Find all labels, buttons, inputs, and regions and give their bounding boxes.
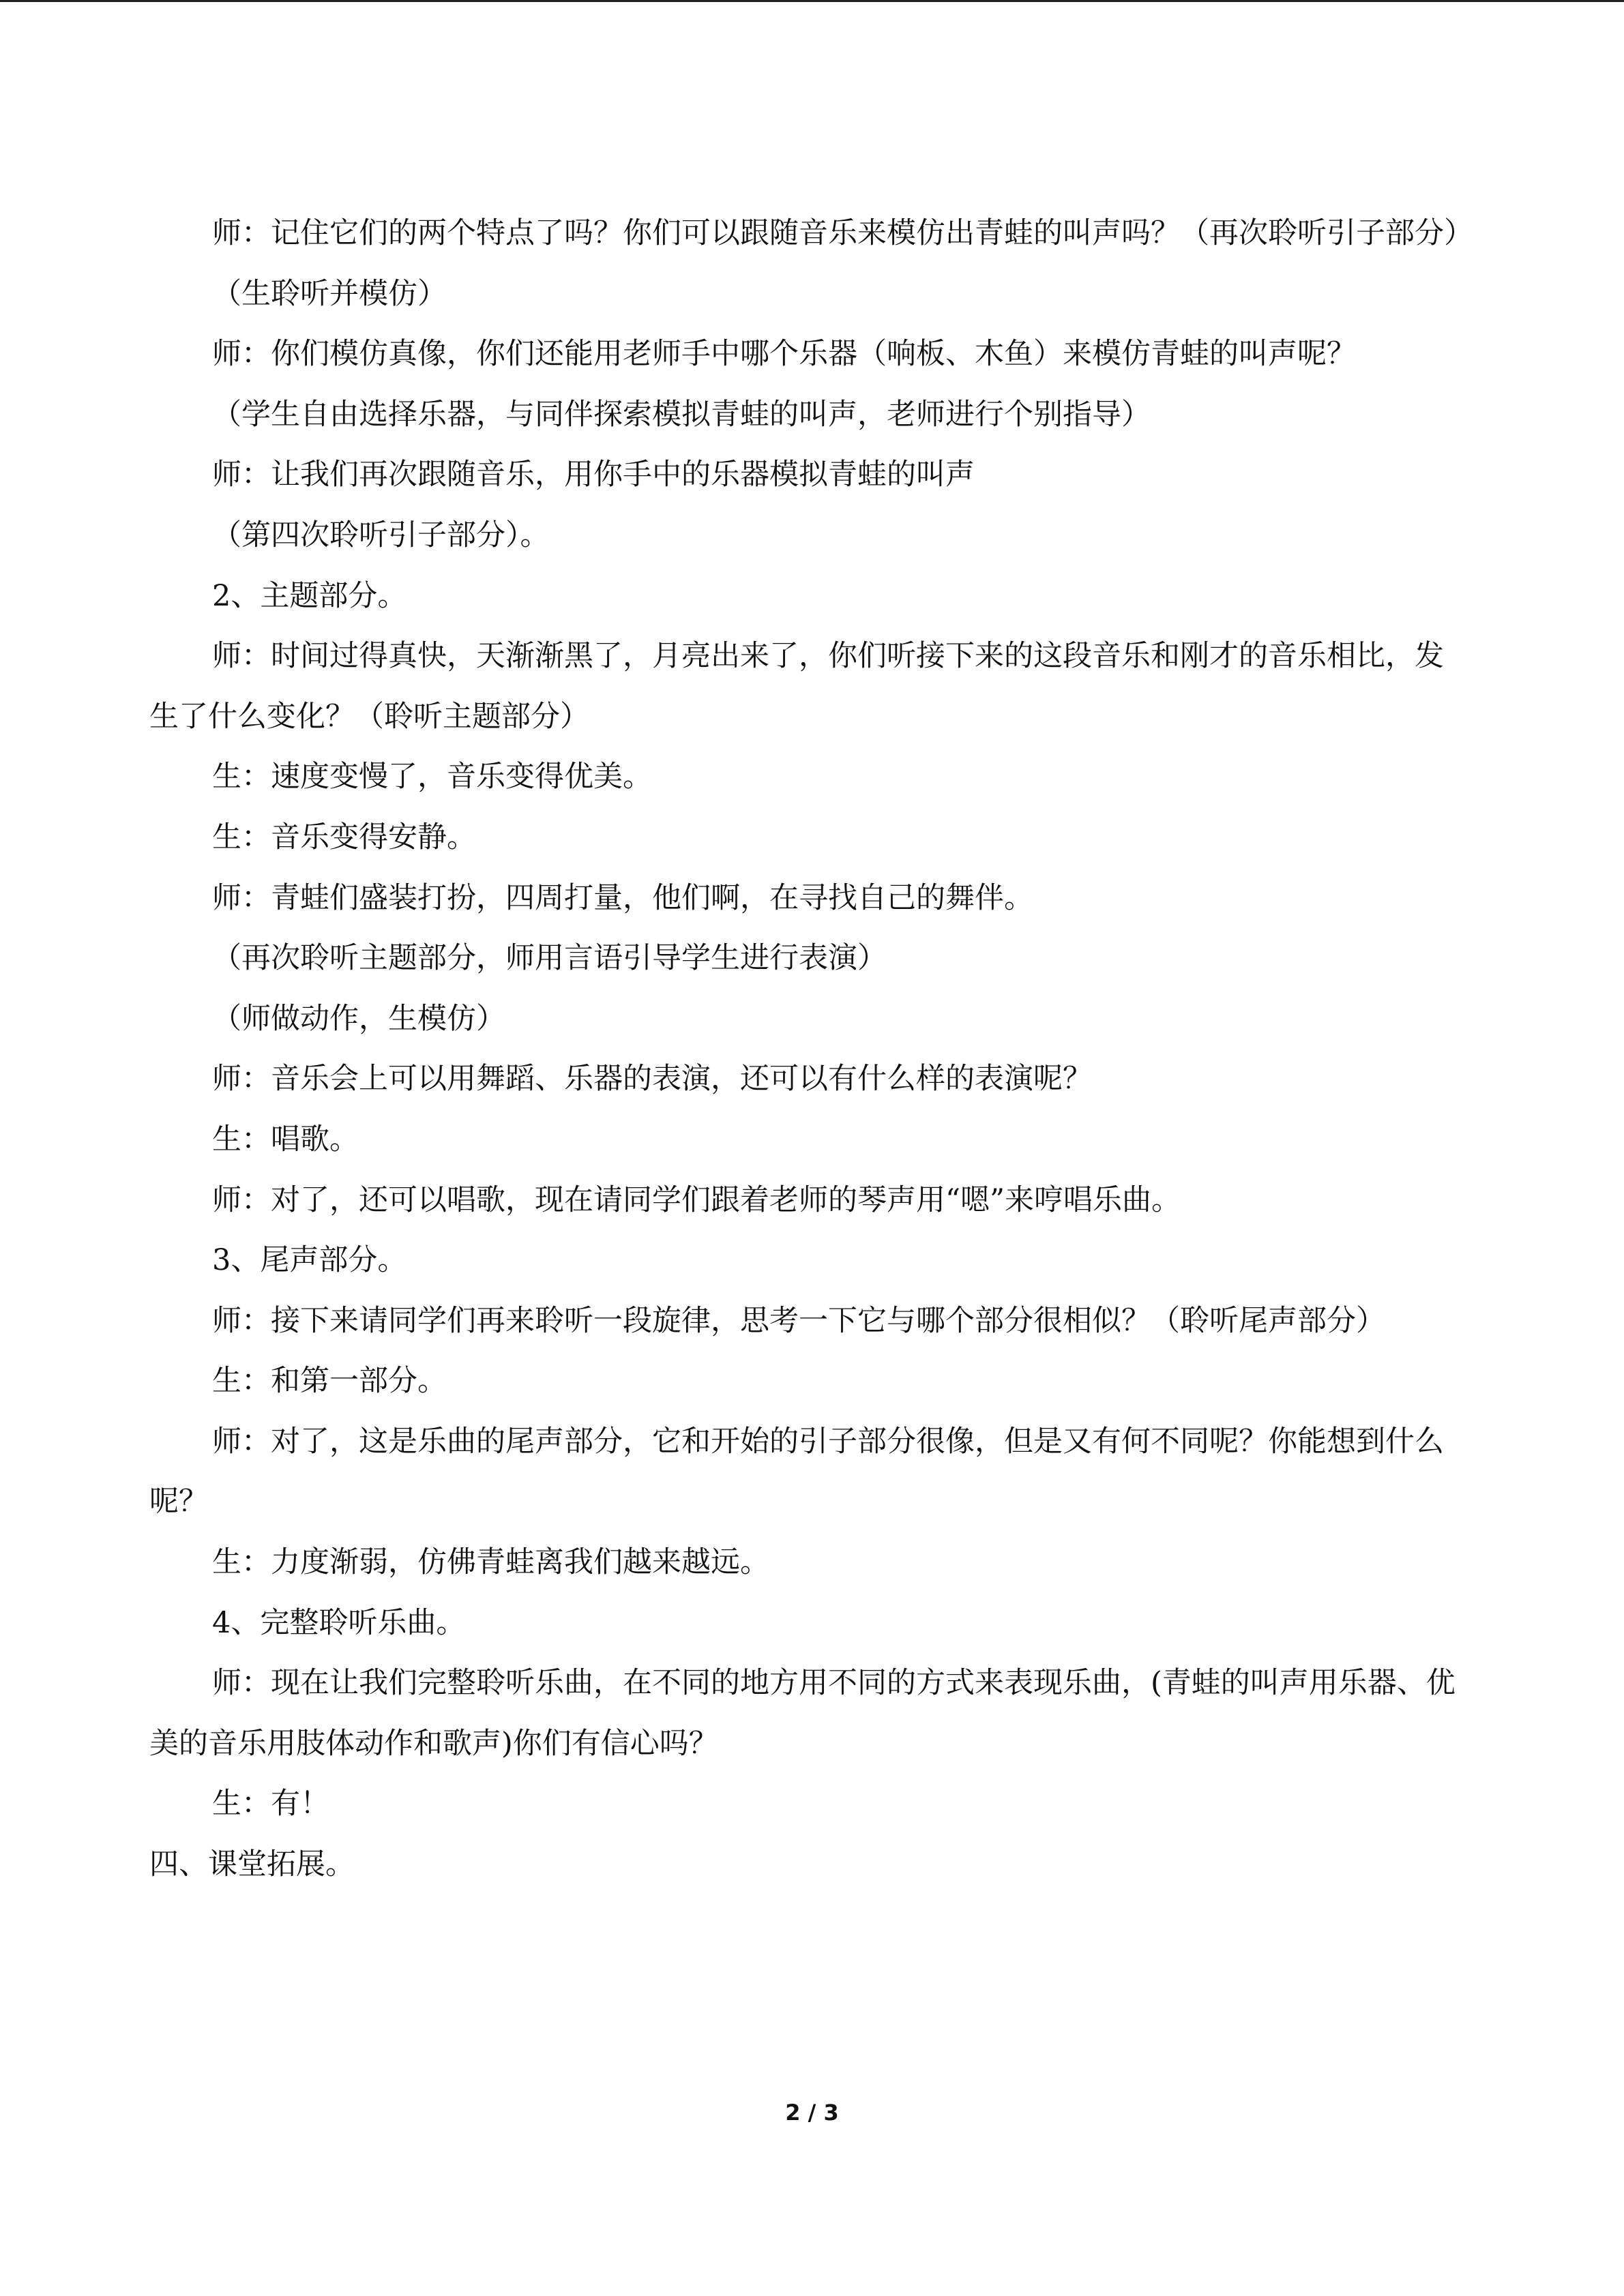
top-border-rule bbox=[0, 0, 1624, 2]
paragraph: 师：时间过得真快，天渐渐黑了，月亮出来了，你们听接下来的这段音乐和刚才的音乐相比，发生了什么变化？（聆听主题部分） bbox=[149, 639, 1444, 734]
chapter-heading: 四、课堂拓展。 bbox=[149, 1847, 355, 1882]
paragraph: 师：接下来请同学们再来聆听一段旋律，思考一下它与哪个部分很相似？（聆听尾声部分） bbox=[212, 1303, 1385, 1338]
paragraph: （第四次聆听引子部分）。 bbox=[212, 518, 550, 552]
paragraph: 生：有！ bbox=[212, 1787, 329, 1821]
paragraph: 生：和第一部分。 bbox=[212, 1364, 447, 1399]
paragraph: （学生自由选择乐器，与同伴探索模拟青蛙的叫声，老师进行个别指导） bbox=[212, 397, 1151, 432]
paragraph: 师：现在让我们完整聆听乐曲，在不同的地方用不同的方式来表现乐曲，(青蛙的叫声用乐器、优美的音乐用肢体动作和歌声)你们有信心吗？ bbox=[149, 1666, 1456, 1761]
section-heading: 2、主题部分。 bbox=[212, 578, 407, 613]
paragraph: 师：青蛙们盛装打扮，四周打量，他们啊，在寻找自己的舞伴。 bbox=[212, 880, 1033, 915]
section-heading: 3、尾声部分。 bbox=[212, 1243, 407, 1278]
paragraph: 生：音乐变得安静。 bbox=[212, 820, 476, 854]
document-body bbox=[149, 203, 1473, 1895]
paragraph: （师做动作，生模仿） bbox=[212, 1001, 505, 1036]
paragraph: 师：对了，还可以唱歌，现在请同学们跟着老师的琴声用“嗯”来哼唱乐曲。 bbox=[212, 1182, 1181, 1217]
paragraph: 师：记住它们的两个特点了吗？你们可以跟随音乐来模仿出青蛙的叫声吗？（再次聆听引子部分） bbox=[212, 216, 1473, 250]
page-number: 2 / 3 bbox=[785, 2100, 839, 2126]
paragraph: （生聆听并模仿） bbox=[212, 276, 447, 311]
paragraph: 师：你们模仿真像，你们还能用老师手中哪个乐器（响板、木鱼）来模仿青蛙的叫声呢？ bbox=[212, 337, 1356, 372]
paragraph: 师：对了，这是乐曲的尾声部分，它和开始的引子部分很像，但是又有何不同呢？你能想到什么呢？ bbox=[149, 1424, 1444, 1519]
paragraph: 师：音乐会上可以用舞蹈、乐器的表演，还可以有什么样的表演呢？ bbox=[212, 1062, 1092, 1097]
paragraph: 生：力度渐弱，仿佛青蛙离我们越来越远。 bbox=[212, 1545, 769, 1580]
section-heading: 4、完整聆听乐曲。 bbox=[212, 1605, 466, 1640]
paragraph: 师：让我们再次跟随音乐，用你手中的乐器模拟青蛙的叫声 bbox=[212, 458, 975, 492]
paragraph: 生：唱歌。 bbox=[212, 1122, 359, 1157]
paragraph: （再次聆听主题部分，师用言语引导学生进行表演） bbox=[212, 941, 887, 976]
paragraph: 生：速度变慢了，音乐变得优美。 bbox=[212, 760, 652, 794]
